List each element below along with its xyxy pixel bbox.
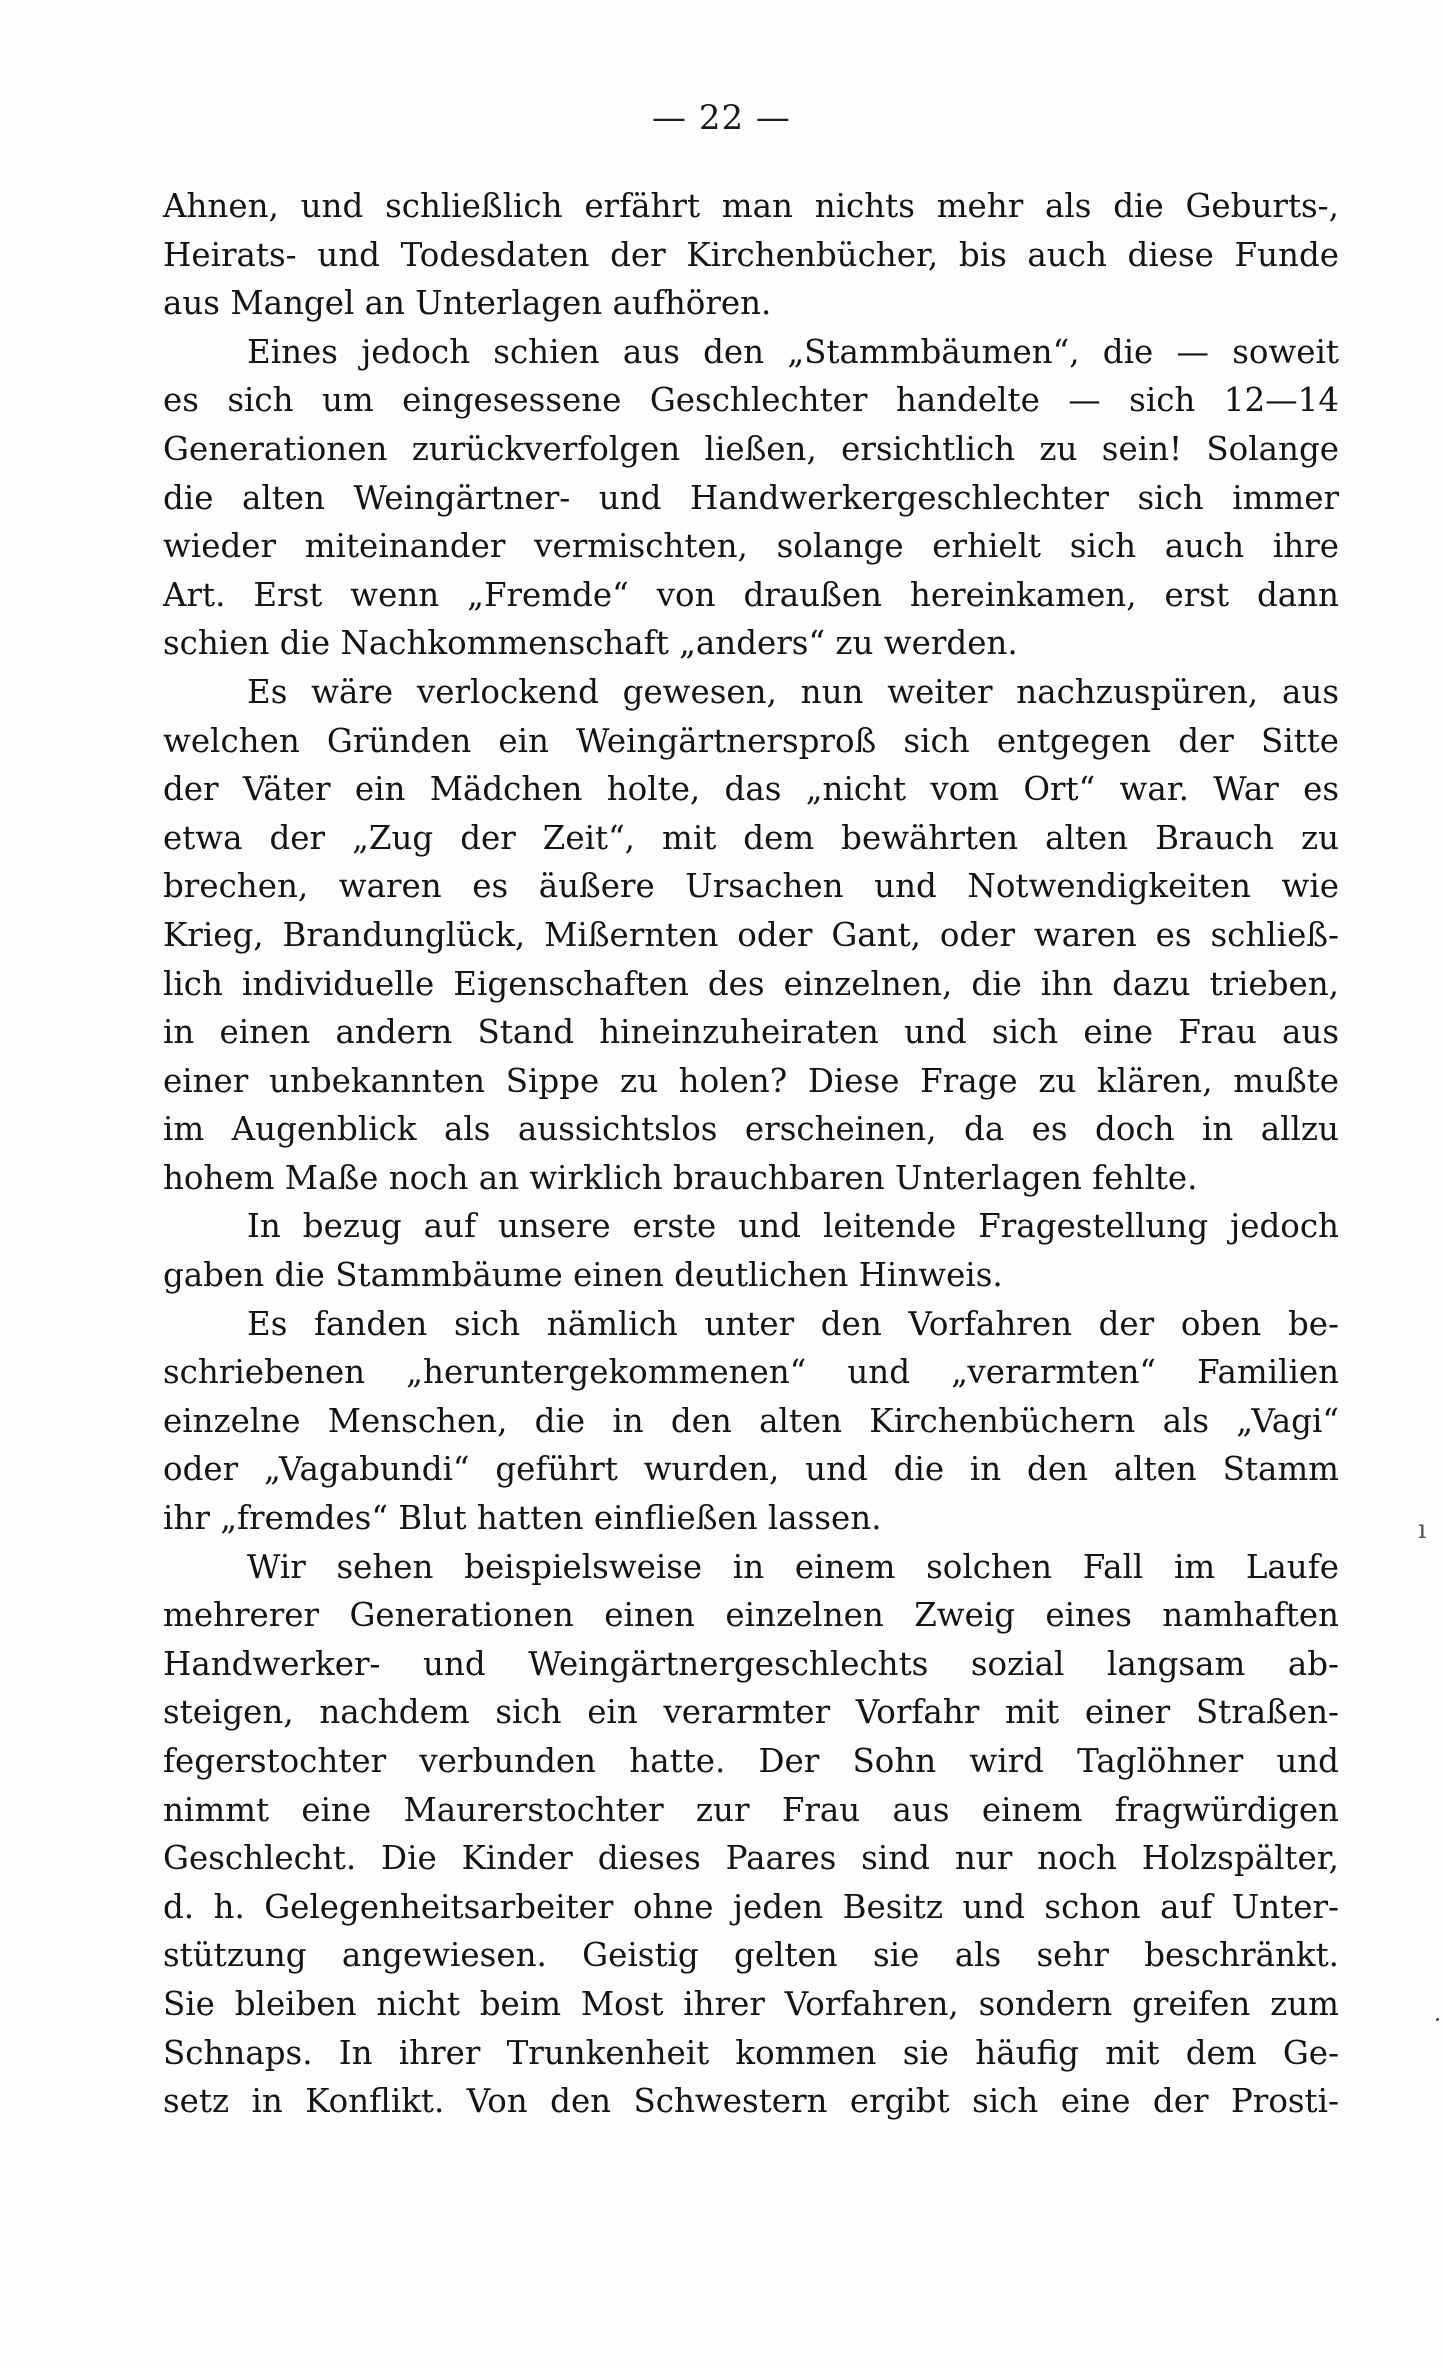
text-line: stützung angewiesen. Geistig gelten sie als sehr beschränkt.	[163, 1936, 1339, 1975]
text-line: Schnaps. In ihrer Trunkenheit kommen sie häufig mit dem Ge-	[163, 2033, 1339, 2072]
text-line: welchen Gründen ein Weingärtnersproß sich entgegen der Sitte	[163, 721, 1339, 760]
text-line: der Väter ein Mädchen holte, das „nicht vom Ort“ war. War es	[163, 770, 1339, 809]
text-line: Heirats- und Todesdaten der Kirchenbücher, bis auch diese Funde	[163, 235, 1339, 274]
text-line: fegerstochter verbunden hatte. Der Sohn wird Taglöhner und	[163, 1742, 1339, 1780]
margin-mark: ı	[1418, 1515, 1427, 1545]
text-line: Geschlecht. Die Kinder dieses Paares sind nur noch Holzspälter,	[163, 1839, 1339, 1878]
text-line: ihr „fremdes“ Blut hatten einfließen lassen.	[163, 1499, 882, 1538]
text-line: Sie bleiben nicht beim Most ihrer Vorfahren, sondern greifen zum	[163, 1984, 1339, 2023]
text-line: in einen andern Stand hineinzuheiraten und sich eine Frau aus	[163, 1013, 1339, 1052]
text-line: schriebenen „heruntergekommenen“ und „verarmten“ Familien	[163, 1353, 1339, 1392]
text-line: nimmt eine Maurerstochter zur Frau aus einem fragwürdigen	[163, 1790, 1339, 1829]
text-line: Es wäre verlockend gewesen, nun weiter nachzuspüren, aus	[247, 672, 1339, 711]
text-line: Generationen zurückverfolgen ließen, ersichtlich zu sein! Solange	[163, 429, 1339, 468]
text-line: die alten Weingärtner- und Handwerkergeschlechter sich immer	[163, 478, 1339, 517]
text-line: Eines jedoch schien aus den „Stammbäumen“, die — soweit	[247, 332, 1339, 371]
text-line: einzelne Menschen, die in den alten Kirchenbüchern als „Vagi“	[163, 1401, 1339, 1440]
text-line: im Augenblick als aussichtslos erscheinen, da es doch in allzu	[163, 1110, 1339, 1149]
text-line: d. h. Gelegenheitsarbeiter ohne jeden Besitz und schon auf Unter-	[163, 1887, 1339, 1926]
text-line: setz in Konflikt. Von den Schwestern ergibt sich eine der Prosti-	[163, 2082, 1339, 2121]
text-line: steigen, nachdem sich ein verarmter Vorfahr mit einer Straßen-	[163, 1693, 1339, 1732]
text-line: Es fanden sich nämlich unter den Vorfahren der oben be-	[247, 1304, 1339, 1343]
text-line: oder „Vagabundi“ geführt wurden, und die in den alten Stamm	[163, 1450, 1339, 1489]
page-number: — 22 —	[652, 98, 791, 138]
text-line: hohem Maße noch an wirklich brauchbaren Unterlagen fehlte.	[163, 1158, 1198, 1197]
text-line: In bezug auf unsere erste und leitende Fragestellung jedoch	[247, 1207, 1339, 1246]
text-line: aus Mangel an Unterlagen aufhören.	[163, 284, 772, 323]
text-line: Art. Erst wenn „Fremde“ von draußen hereinkamen, erst dann	[163, 575, 1339, 614]
text-line: brechen, waren es äußere Ursachen und Notwendigkeiten wie	[163, 867, 1339, 906]
text-line: es sich um eingesessene Geschlechter handelte — sich 12—14	[163, 381, 1339, 420]
text-line: einer unbekannten Sippe zu holen? Diese Frage zu klären, mußte	[163, 1061, 1339, 1100]
text-line: gaben die Stammbäume einen deutlichen Hinweis.	[163, 1256, 1003, 1295]
text-line: lich individuelle Eigenschaften des einzelnen, die ihn dazu trieben,	[163, 964, 1339, 1003]
margin-dot	[1436, 2018, 1439, 2021]
text-line: mehrerer Generationen einen einzelnen Zweig eines namhaften	[163, 1596, 1339, 1635]
body-text	[163, 182, 1339, 2126]
text-line: schien die Nachkommenschaft „anders“ zu werden.	[163, 624, 1018, 663]
text-line: Krieg, Brandunglück, Mißernten oder Gant, oder waren es schließ-	[163, 915, 1339, 954]
text-line: wieder miteinander vermischten, solange erhielt sich auch ihre	[163, 527, 1339, 566]
text-line: Ahnen, und schließlich erfährt man nichts mehr als die Geburts-,	[163, 187, 1339, 225]
text-line: Wir sehen beispielsweise in einem solchen Fall im Laufe	[247, 1547, 1339, 1586]
text-line: etwa der „Zug der Zeit“, mit dem bewährten alten Brauch zu	[163, 818, 1339, 857]
text-line: Handwerker- und Weingärtnergeschlechts sozial langsam ab-	[163, 1644, 1339, 1683]
